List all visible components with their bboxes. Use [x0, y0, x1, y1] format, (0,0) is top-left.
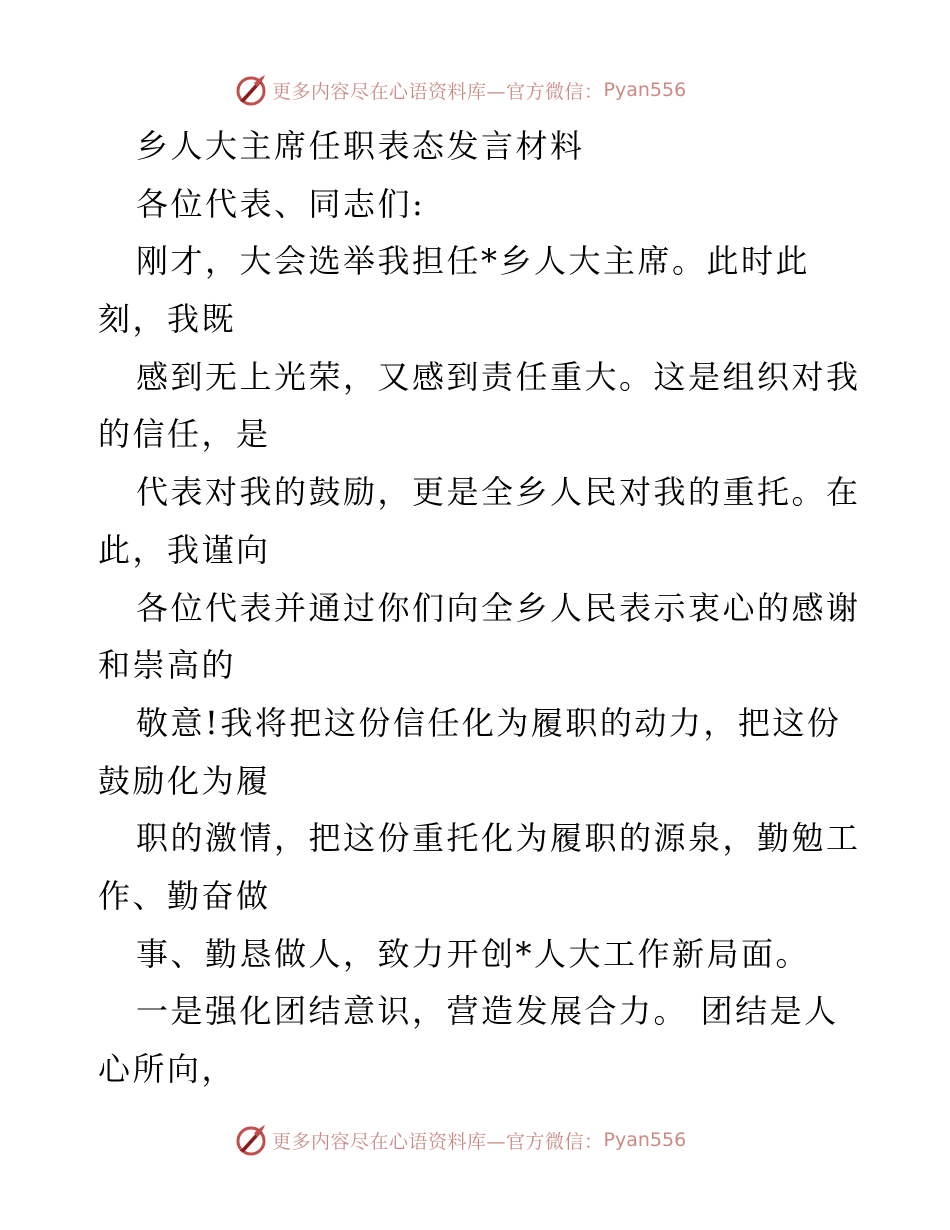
quill-logo-icon: [234, 73, 268, 107]
text-line: 的信任，是: [98, 415, 271, 454]
document-title: 乡人大主席任职表态发言材料: [136, 127, 585, 165]
text-line: 和崇高的: [98, 646, 237, 685]
text-line: 敬意!我将把这份信任化为履职的动力，把这份: [136, 703, 842, 742]
text-line: 刚才，大会选举我担任*乡人大主席。此时此: [136, 242, 811, 281]
header-watermark: [234, 72, 714, 108]
footer-watermark: [234, 1122, 714, 1158]
watermark-wechat-id: Pyan556: [603, 1129, 687, 1151]
text-line: 作、勤奋做: [98, 876, 271, 915]
text-line: 鼓励化为履: [98, 761, 271, 800]
text-line: 一是强化团结意识，营造发展合力。 团结是人: [136, 992, 839, 1031]
text-line: 刻，我既: [98, 300, 237, 339]
document-body: [98, 118, 868, 1099]
text-line: 职的激情，把这份重托化为履职的源泉，勤勉工: [136, 819, 861, 858]
text-line: 事、勤恳做人，致力开创*人大工作新局面。: [136, 934, 811, 973]
quill-logo-icon: [234, 1123, 268, 1157]
watermark-text: 更多内容尽在心语资料库—官方微信：: [272, 1130, 604, 1153]
text-line: 各位代表、同志们:: [136, 184, 426, 223]
text-line: 各位代表并通过你们向全乡人民表示衷心的感谢: [136, 588, 861, 627]
watermark-text: 更多内容尽在心语资料库—官方微信：: [272, 80, 604, 103]
text-line: 感到无上光荣，又感到责任重大。这是组织对我: [136, 357, 861, 396]
text-line: 心所向，: [98, 1050, 237, 1088]
watermark-wechat-id: Pyan556: [603, 79, 687, 101]
text-line: 代表对我的鼓励，更是全乡人民对我的重托。在: [136, 473, 861, 512]
text-line: 此，我谨向: [98, 530, 271, 569]
